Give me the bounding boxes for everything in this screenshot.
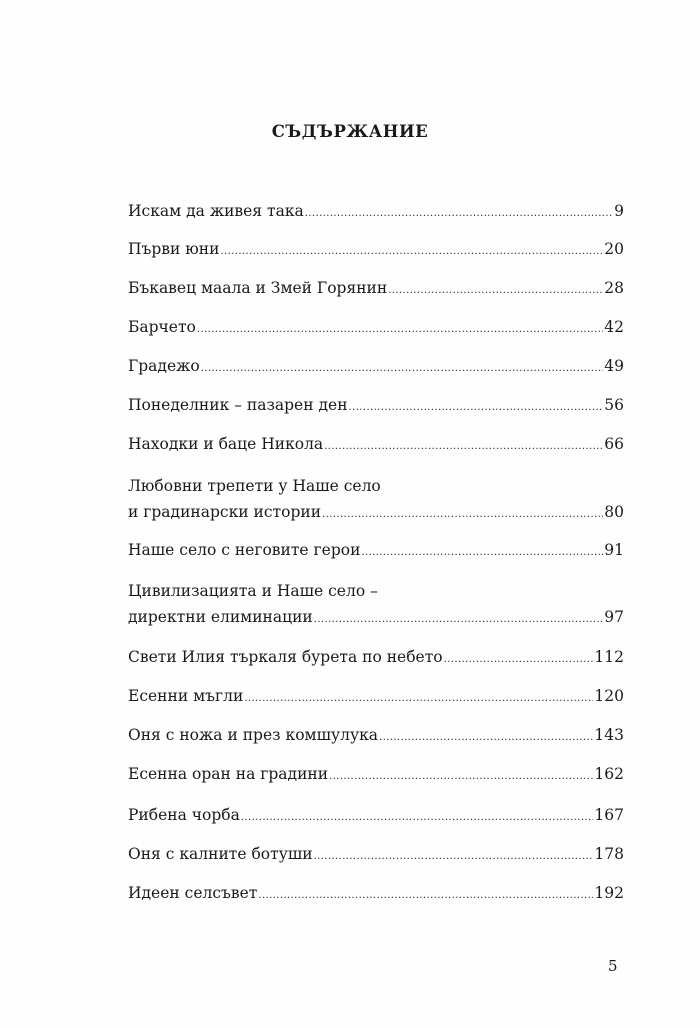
toc-entry-page: 9 <box>614 202 624 220</box>
toc-entry-page: 80 <box>604 503 624 521</box>
toc-entry-page: 97 <box>604 608 624 626</box>
toc-entry <box>128 765 624 786</box>
dot-leader <box>349 399 604 417</box>
dot-leader <box>322 506 603 524</box>
dot-leader <box>220 243 603 261</box>
toc-entry-title: Искам да живея така <box>128 202 304 220</box>
toc-entry-page: 178 <box>594 845 624 863</box>
toc-entry <box>128 726 624 747</box>
toc-entry-title: Бъкавец маала и Змей Горянин <box>128 279 388 297</box>
toc-entry <box>128 202 624 223</box>
toc-entry-title: Идеен селсъвет <box>128 884 258 902</box>
toc-entry-title-continued: и градинарски истории <box>128 503 322 521</box>
toc-entry-title: Есенна оран на градини <box>128 765 329 783</box>
toc-entry-title: Първи юни <box>128 240 220 258</box>
toc-entry <box>128 279 624 300</box>
toc-heading: СЪДЪРЖАНИЕ <box>271 122 429 141</box>
dot-leader <box>329 768 593 786</box>
toc-entry <box>128 845 624 866</box>
toc-entry <box>128 806 624 827</box>
toc-entry-page: 192 <box>594 884 624 902</box>
dot-leader <box>379 729 593 747</box>
toc-entry-page: 91 <box>604 541 624 559</box>
dot-leader <box>241 809 594 827</box>
dot-leader <box>388 282 603 300</box>
toc-entry-page: 143 <box>594 726 624 744</box>
toc-entry-title: Любовни трепети у Наше село <box>128 477 381 495</box>
toc-entry <box>128 477 624 524</box>
dot-leader <box>361 544 603 562</box>
dot-leader <box>324 438 603 456</box>
dot-leader <box>314 848 594 866</box>
toc-entry <box>128 582 624 629</box>
dot-leader <box>201 360 604 378</box>
toc-entry-title: Находки и баце Никола <box>128 435 324 453</box>
toc-entry-page: 112 <box>594 648 624 666</box>
toc-entry <box>128 687 624 708</box>
toc-entry-page: 28 <box>604 279 624 297</box>
toc-entry-title: Оня с ножа и през комшулука <box>128 726 379 744</box>
dot-leader <box>244 690 593 708</box>
toc-entry-page: 120 <box>594 687 624 705</box>
toc-entry <box>128 884 624 905</box>
toc-entry-page: 162 <box>594 765 624 783</box>
toc-entry-title: Цивилизацията и Наше село – <box>128 582 378 600</box>
toc-entry <box>128 648 624 669</box>
dot-leader <box>197 321 603 339</box>
toc-entry <box>128 240 624 261</box>
toc-entry-page: 42 <box>604 318 624 336</box>
toc-entry-title: Градежо <box>128 357 200 375</box>
page-number: 5 <box>608 957 618 975</box>
toc-entry <box>128 435 624 456</box>
toc-entry-title: Есенни мъгли <box>128 687 244 705</box>
toc-entry <box>128 541 624 562</box>
toc-entry-title: Свети Илия търкаля бурета по небето <box>128 648 443 666</box>
toc-entry-page: 20 <box>604 240 624 258</box>
toc-entry <box>128 318 624 339</box>
toc-entry-page: 66 <box>604 435 624 453</box>
dot-leader <box>305 205 613 223</box>
toc-entry-title-continued: директни елиминации <box>128 608 313 626</box>
toc-entry <box>128 357 624 378</box>
toc-entry-page: 49 <box>604 357 624 375</box>
dot-leader <box>314 611 604 629</box>
toc-entry-page: 167 <box>594 806 624 824</box>
toc-entry-title: Рибена чорба <box>128 806 240 824</box>
toc-entry-title: Барчето <box>128 318 196 336</box>
toc-entry-title: Оня с калните ботуши <box>128 845 313 863</box>
toc-entry-title: Наше село с неговите герои <box>128 541 361 559</box>
toc-entry-page: 56 <box>604 396 624 414</box>
dot-leader <box>258 887 593 905</box>
toc-entry-title: Понеделник – пазарен ден <box>128 396 348 414</box>
toc-entry <box>128 396 624 417</box>
dot-leader <box>444 651 594 669</box>
